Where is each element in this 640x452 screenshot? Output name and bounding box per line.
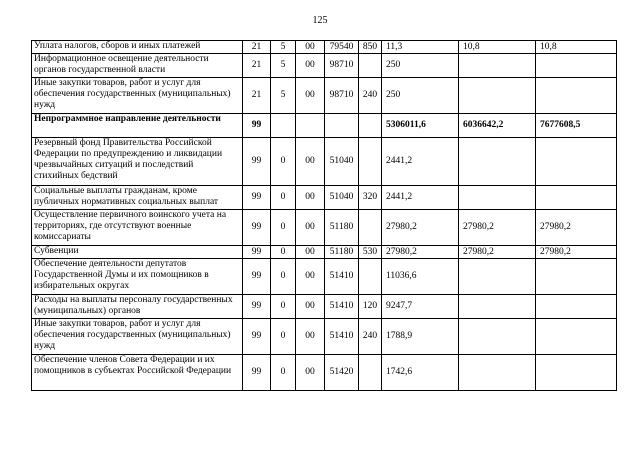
cell-cs: 51410 [325,259,359,295]
cell-cs: 51040 [325,138,359,186]
cell-gr: 99 [243,355,271,391]
cell-vr [359,259,382,295]
cell-vr: 530 [359,246,382,259]
cell-cs: 98710 [325,78,359,114]
cell-rz: 0 [271,295,296,319]
table-row [32,138,617,186]
cell-name: Осуществление первичного воинского учета на территориях, где отсутствуют военные комиссариаты [32,210,243,246]
cell-gr: 99 [243,319,271,355]
cell-name: Резервный фонд Правительства Российской Федерации по предупреждению и ликвидации чрезвычайных ситуаций и последствий стихийных бедствий [32,138,243,186]
cell-vr: 120 [359,295,382,319]
cell-year1: 1788,9 [382,319,459,355]
cell-vr [359,210,382,246]
table-row [32,319,617,355]
cell-year3 [536,259,617,295]
cell-year2 [459,78,536,114]
cell-gr: 99 [243,295,271,319]
cell-cs: 79540 [325,41,359,54]
cell-year3: 27980,2 [536,210,617,246]
cell-rz: 5 [271,54,296,78]
cell-vr: 320 [359,186,382,210]
cell-vr [359,355,382,391]
cell-year1: 2441,2 [382,138,459,186]
cell-year1: 11036,6 [382,259,459,295]
table-row [32,295,617,319]
cell-cs: 51180 [325,210,359,246]
cell-pr [296,114,325,138]
table-row [32,186,617,210]
cell-year3: 7677608,5 [536,114,617,138]
cell-year2: 10,8 [459,41,536,54]
cell-year2 [459,295,536,319]
cell-pr: 00 [296,138,325,186]
cell-name: Обеспечение деятельности депутатов Государственной Думы и их помощников в избирательных округах [32,259,243,295]
cell-gr: 21 [243,78,271,114]
page-number: 125 [312,15,328,26]
cell-rz: 5 [271,78,296,114]
cell-name: Обеспечение членов Совета Федерации и их помощников в субъектах Российской Федерации [32,355,243,391]
cell-name: Иные закупки товаров, работ и услуг для обеспечения государственных (муниципальных) нужд [32,78,243,114]
cell-year3 [536,78,617,114]
cell-vr: 850 [359,41,382,54]
table-row [32,246,617,259]
cell-year1: 11,3 [382,41,459,54]
cell-vr: 240 [359,319,382,355]
cell-year3 [536,295,617,319]
cell-pr: 00 [296,78,325,114]
cell-year2 [459,355,536,391]
cell-name: Субвенции [32,246,243,259]
cell-year1: 1742,6 [382,355,459,391]
cell-vr [359,54,382,78]
cell-cs: 51180 [325,246,359,259]
cell-gr: 99 [243,246,271,259]
cell-gr: 99 [243,210,271,246]
cell-cs: 98710 [325,54,359,78]
cell-cs: 51040 [325,186,359,210]
table-row [32,259,617,295]
cell-year2: 27980,2 [459,210,536,246]
cell-rz: 0 [271,355,296,391]
cell-year3 [536,355,617,391]
cell-year1: 250 [382,54,459,78]
cell-vr [359,114,382,138]
budget-table [31,40,617,391]
cell-pr: 00 [296,319,325,355]
cell-year1: 250 [382,78,459,114]
table-row [32,114,617,138]
cell-year2: 6036642,2 [459,114,536,138]
cell-rz: 0 [271,138,296,186]
cell-pr: 00 [296,246,325,259]
cell-year3 [536,319,617,355]
cell-year3: 27980,2 [536,246,617,259]
cell-rz: 5 [271,41,296,54]
cell-year2 [459,186,536,210]
table-body [32,41,617,391]
cell-rz [271,114,296,138]
cell-year2 [459,259,536,295]
cell-gr: 99 [243,186,271,210]
cell-pr: 00 [296,54,325,78]
cell-pr: 00 [296,355,325,391]
cell-pr: 00 [296,259,325,295]
table-row [32,210,617,246]
cell-year3 [536,186,617,210]
cell-cs: 51420 [325,355,359,391]
cell-year2 [459,54,536,78]
table-row [32,355,617,391]
cell-gr: 99 [243,259,271,295]
cell-gr: 21 [243,41,271,54]
cell-rz: 0 [271,186,296,210]
cell-name: Расходы на выплаты персоналу государственных (муниципальных) органов [32,295,243,319]
cell-gr: 21 [243,54,271,78]
cell-vr [359,138,382,186]
cell-year1: 27980,2 [382,246,459,259]
cell-year2 [459,138,536,186]
cell-year3 [536,138,617,186]
cell-name: Иные закупки товаров, работ и услуг для обеспечения государственных (муниципальных) нужд [32,319,243,355]
cell-cs: 51410 [325,319,359,355]
cell-year1: 27980,2 [382,210,459,246]
cell-gr: 99 [243,114,271,138]
cell-name: Непрограммное направление деятельности [32,114,243,138]
cell-rz: 0 [271,259,296,295]
cell-rz: 0 [271,319,296,355]
cell-pr: 00 [296,210,325,246]
cell-rz: 0 [271,246,296,259]
cell-year3 [536,54,617,78]
cell-pr: 00 [296,41,325,54]
cell-year2: 27980,2 [459,246,536,259]
cell-year1: 2441,2 [382,186,459,210]
cell-cs: 51410 [325,295,359,319]
cell-pr: 00 [296,295,325,319]
cell-name: Социальные выплаты гражданам, кроме публичных нормативных социальных выплат [32,186,243,210]
table-row [32,78,617,114]
cell-vr: 240 [359,78,382,114]
cell-year1: 9247,7 [382,295,459,319]
cell-name: Информационное освещение деятельности органов государственной власти [32,54,243,78]
table-row [32,41,617,54]
cell-year2 [459,319,536,355]
cell-cs [325,114,359,138]
cell-rz: 0 [271,210,296,246]
cell-pr: 00 [296,186,325,210]
cell-name: Уплата налогов, сборов и иных платежей [32,41,243,54]
table-row [32,54,617,78]
cell-year3: 10,8 [536,41,617,54]
cell-year1: 5306011,6 [382,114,459,138]
cell-gr: 99 [243,138,271,186]
